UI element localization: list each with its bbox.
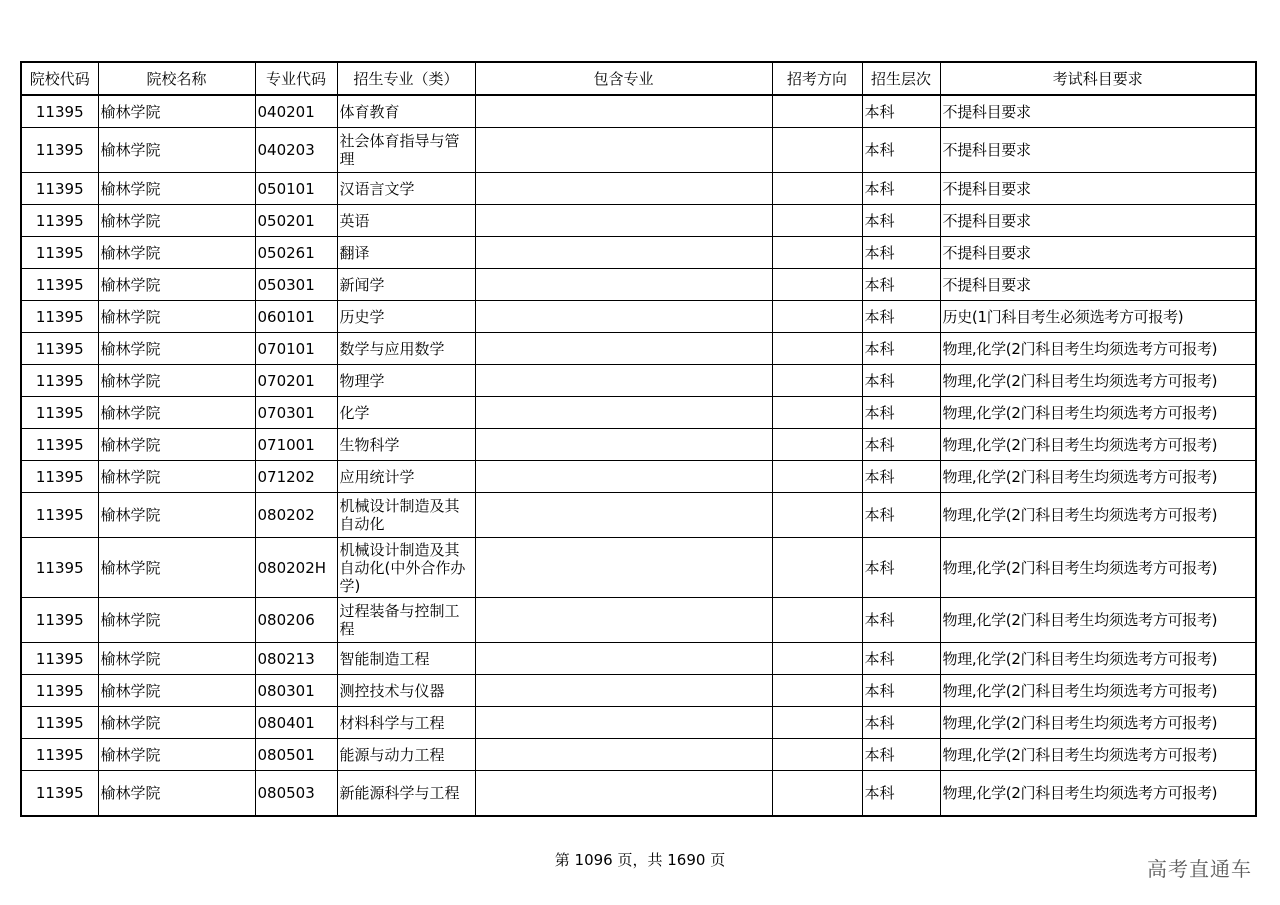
requirement-cell: 物理,化学(2门科目考生均须选考方可报考)	[940, 643, 1256, 675]
direction-cell	[772, 173, 862, 205]
major-cell: 体育教育	[337, 95, 475, 128]
major-code-cell: 080213	[255, 643, 337, 675]
major-code-cell: 040201	[255, 95, 337, 128]
included-majors-cell	[475, 128, 772, 173]
major-cell: 测控技术与仪器	[337, 675, 475, 707]
major-cell: 机械设计制造及其自动化(中外合作办学)	[337, 538, 475, 598]
direction-cell	[772, 771, 862, 817]
major-code-cell: 080202	[255, 493, 337, 538]
major-code-cell: 080202H	[255, 538, 337, 598]
table-row	[21, 538, 1256, 598]
major-cell: 社会体育指导与管理	[337, 128, 475, 173]
school-code-cell: 11395	[21, 173, 98, 205]
included-majors-cell	[475, 333, 772, 365]
direction-cell	[772, 707, 862, 739]
level-cell: 本科	[862, 128, 940, 173]
table-row	[21, 173, 1256, 205]
direction-cell	[772, 598, 862, 643]
direction-cell	[772, 538, 862, 598]
included-majors-cell	[475, 301, 772, 333]
requirement-cell: 不提科目要求	[940, 128, 1256, 173]
included-majors-cell	[475, 95, 772, 128]
school-name-cell: 榆林学院	[98, 333, 255, 365]
direction-cell	[772, 333, 862, 365]
level-cell: 本科	[862, 538, 940, 598]
table-row	[21, 205, 1256, 237]
school-code-cell: 11395	[21, 675, 98, 707]
level-cell: 本科	[862, 301, 940, 333]
included-majors-cell	[475, 707, 772, 739]
major-cell: 历史学	[337, 301, 475, 333]
level-cell: 本科	[862, 739, 940, 771]
included-majors-cell	[475, 429, 772, 461]
table-row	[21, 397, 1256, 429]
included-majors-cell	[475, 771, 772, 817]
level-cell: 本科	[862, 95, 940, 128]
school-code-cell: 11395	[21, 333, 98, 365]
included-majors-cell	[475, 205, 772, 237]
requirement-cell: 不提科目要求	[940, 205, 1256, 237]
school-name-cell: 榆林学院	[98, 301, 255, 333]
school-code-cell: 11395	[21, 429, 98, 461]
requirement-cell: 不提科目要求	[940, 269, 1256, 301]
school-code-cell: 11395	[21, 269, 98, 301]
header-requirement: 考试科目要求	[940, 62, 1256, 95]
school-name-cell: 榆林学院	[98, 237, 255, 269]
table-row	[21, 739, 1256, 771]
requirement-cell: 物理,化学(2门科目考生均须选考方可报考)	[940, 771, 1256, 817]
school-name-cell: 榆林学院	[98, 643, 255, 675]
major-code-cell: 080206	[255, 598, 337, 643]
school-code-cell: 11395	[21, 598, 98, 643]
major-cell: 化学	[337, 397, 475, 429]
admissions-table	[20, 61, 1257, 817]
direction-cell	[772, 237, 862, 269]
direction-cell	[772, 128, 862, 173]
direction-cell	[772, 95, 862, 128]
direction-cell	[772, 675, 862, 707]
table-row	[21, 301, 1256, 333]
table-row	[21, 269, 1256, 301]
major-code-cell: 070201	[255, 365, 337, 397]
direction-cell	[772, 643, 862, 675]
table-row	[21, 461, 1256, 493]
major-cell: 新能源科学与工程	[337, 771, 475, 817]
school-name-cell: 榆林学院	[98, 173, 255, 205]
direction-cell	[772, 461, 862, 493]
direction-cell	[772, 301, 862, 333]
requirement-cell: 物理,化学(2门科目考生均须选考方可报考)	[940, 739, 1256, 771]
direction-cell	[772, 493, 862, 538]
school-name-cell: 榆林学院	[98, 739, 255, 771]
level-cell: 本科	[862, 675, 940, 707]
school-name-cell: 榆林学院	[98, 128, 255, 173]
major-code-cell: 070101	[255, 333, 337, 365]
included-majors-cell	[475, 493, 772, 538]
direction-cell	[772, 269, 862, 301]
included-majors-cell	[475, 237, 772, 269]
level-cell: 本科	[862, 461, 940, 493]
header-school-name: 院校名称	[98, 62, 255, 95]
major-code-cell: 050201	[255, 205, 337, 237]
school-name-cell: 榆林学院	[98, 429, 255, 461]
school-name-cell: 榆林学院	[98, 707, 255, 739]
major-code-cell: 080501	[255, 739, 337, 771]
header-direction: 招考方向	[772, 62, 862, 95]
major-cell: 智能制造工程	[337, 643, 475, 675]
major-cell: 过程装备与控制工程	[337, 598, 475, 643]
level-cell: 本科	[862, 643, 940, 675]
level-cell: 本科	[862, 493, 940, 538]
header-school-code: 院校代码	[21, 62, 98, 95]
requirement-cell: 物理,化学(2门科目考生均须选考方可报考)	[940, 397, 1256, 429]
level-cell: 本科	[862, 429, 940, 461]
school-name-cell: 榆林学院	[98, 397, 255, 429]
major-code-cell: 071001	[255, 429, 337, 461]
school-name-cell: 榆林学院	[98, 95, 255, 128]
school-code-cell: 11395	[21, 739, 98, 771]
direction-cell	[772, 205, 862, 237]
requirement-cell: 不提科目要求	[940, 237, 1256, 269]
header-level: 招生层次	[862, 62, 940, 95]
level-cell: 本科	[862, 237, 940, 269]
included-majors-cell	[475, 538, 772, 598]
school-name-cell: 榆林学院	[98, 538, 255, 598]
school-code-cell: 11395	[21, 301, 98, 333]
school-code-cell: 11395	[21, 205, 98, 237]
school-code-cell: 11395	[21, 128, 98, 173]
major-cell: 机械设计制造及其自动化	[337, 493, 475, 538]
major-code-cell: 050261	[255, 237, 337, 269]
major-cell: 生物科学	[337, 429, 475, 461]
included-majors-cell	[475, 269, 772, 301]
major-code-cell: 080503	[255, 771, 337, 817]
major-code-cell: 071202	[255, 461, 337, 493]
requirement-cell: 物理,化学(2门科目考生均须选考方可报考)	[940, 598, 1256, 643]
direction-cell	[772, 429, 862, 461]
requirement-cell: 历史(1门科目考生必须选考方可报考)	[940, 301, 1256, 333]
level-cell: 本科	[862, 365, 940, 397]
level-cell: 本科	[862, 173, 940, 205]
major-cell: 英语	[337, 205, 475, 237]
table-row	[21, 128, 1256, 173]
level-cell: 本科	[862, 707, 940, 739]
included-majors-cell	[475, 461, 772, 493]
school-code-cell: 11395	[21, 771, 98, 817]
requirement-cell: 物理,化学(2门科目考生均须选考方可报考)	[940, 675, 1256, 707]
major-cell: 翻译	[337, 237, 475, 269]
included-majors-cell	[475, 675, 772, 707]
major-code-cell: 080401	[255, 707, 337, 739]
school-code-cell: 11395	[21, 707, 98, 739]
major-cell: 能源与动力工程	[337, 739, 475, 771]
table-row	[21, 707, 1256, 739]
requirement-cell: 不提科目要求	[940, 173, 1256, 205]
table-row	[21, 643, 1256, 675]
major-code-cell: 050101	[255, 173, 337, 205]
school-code-cell: 11395	[21, 643, 98, 675]
major-code-cell: 050301	[255, 269, 337, 301]
included-majors-cell	[475, 739, 772, 771]
header-major-code: 专业代码	[255, 62, 337, 95]
table-header-row	[21, 62, 1256, 95]
level-cell: 本科	[862, 598, 940, 643]
major-cell: 数学与应用数学	[337, 333, 475, 365]
level-cell: 本科	[862, 397, 940, 429]
table-row	[21, 365, 1256, 397]
school-code-cell: 11395	[21, 95, 98, 128]
major-cell: 新闻学	[337, 269, 475, 301]
school-code-cell: 11395	[21, 538, 98, 598]
major-code-cell: 040203	[255, 128, 337, 173]
school-name-cell: 榆林学院	[98, 365, 255, 397]
table-row	[21, 493, 1256, 538]
school-name-cell: 榆林学院	[98, 598, 255, 643]
included-majors-cell	[475, 365, 772, 397]
school-name-cell: 榆林学院	[98, 269, 255, 301]
included-majors-cell	[475, 643, 772, 675]
school-code-cell: 11395	[21, 365, 98, 397]
included-majors-cell	[475, 397, 772, 429]
header-included-majors: 包含专业	[475, 62, 772, 95]
requirement-cell: 不提科目要求	[940, 95, 1256, 128]
major-code-cell: 060101	[255, 301, 337, 333]
direction-cell	[772, 739, 862, 771]
header-major: 招生专业（类）	[337, 62, 475, 95]
table-row	[21, 675, 1256, 707]
major-code-cell: 070301	[255, 397, 337, 429]
level-cell: 本科	[862, 269, 940, 301]
requirement-cell: 物理,化学(2门科目考生均须选考方可报考)	[940, 538, 1256, 598]
table-row	[21, 771, 1256, 817]
table-row	[21, 237, 1256, 269]
school-code-cell: 11395	[21, 461, 98, 493]
table-row	[21, 598, 1256, 643]
major-code-cell: 080301	[255, 675, 337, 707]
direction-cell	[772, 397, 862, 429]
requirement-cell: 物理,化学(2门科目考生均须选考方可报考)	[940, 493, 1256, 538]
major-cell: 应用统计学	[337, 461, 475, 493]
school-name-cell: 榆林学院	[98, 675, 255, 707]
school-code-cell: 11395	[21, 237, 98, 269]
page-number: 第 1096 页，共 1690 页	[554, 851, 726, 869]
school-name-cell: 榆林学院	[98, 493, 255, 538]
included-majors-cell	[475, 173, 772, 205]
school-code-cell: 11395	[21, 397, 98, 429]
level-cell: 本科	[862, 333, 940, 365]
requirement-cell: 物理,化学(2门科目考生均须选考方可报考)	[940, 461, 1256, 493]
requirement-cell: 物理,化学(2门科目考生均须选考方可报考)	[940, 333, 1256, 365]
school-code-cell: 11395	[21, 493, 98, 538]
included-majors-cell	[475, 598, 772, 643]
direction-cell	[772, 365, 862, 397]
table-row	[21, 333, 1256, 365]
table-row	[21, 95, 1256, 128]
major-cell: 物理学	[337, 365, 475, 397]
major-cell: 汉语言文学	[337, 173, 475, 205]
level-cell: 本科	[862, 771, 940, 817]
school-name-cell: 榆林学院	[98, 461, 255, 493]
major-cell: 材料科学与工程	[337, 707, 475, 739]
school-name-cell: 榆林学院	[98, 771, 255, 817]
requirement-cell: 物理,化学(2门科目考生均须选考方可报考)	[940, 707, 1256, 739]
requirement-cell: 物理,化学(2门科目考生均须选考方可报考)	[940, 429, 1256, 461]
level-cell: 本科	[862, 205, 940, 237]
requirement-cell: 物理,化学(2门科目考生均须选考方可报考)	[940, 365, 1256, 397]
watermark: 高考直通车	[1147, 857, 1252, 881]
school-name-cell: 榆林学院	[98, 205, 255, 237]
table-row	[21, 429, 1256, 461]
